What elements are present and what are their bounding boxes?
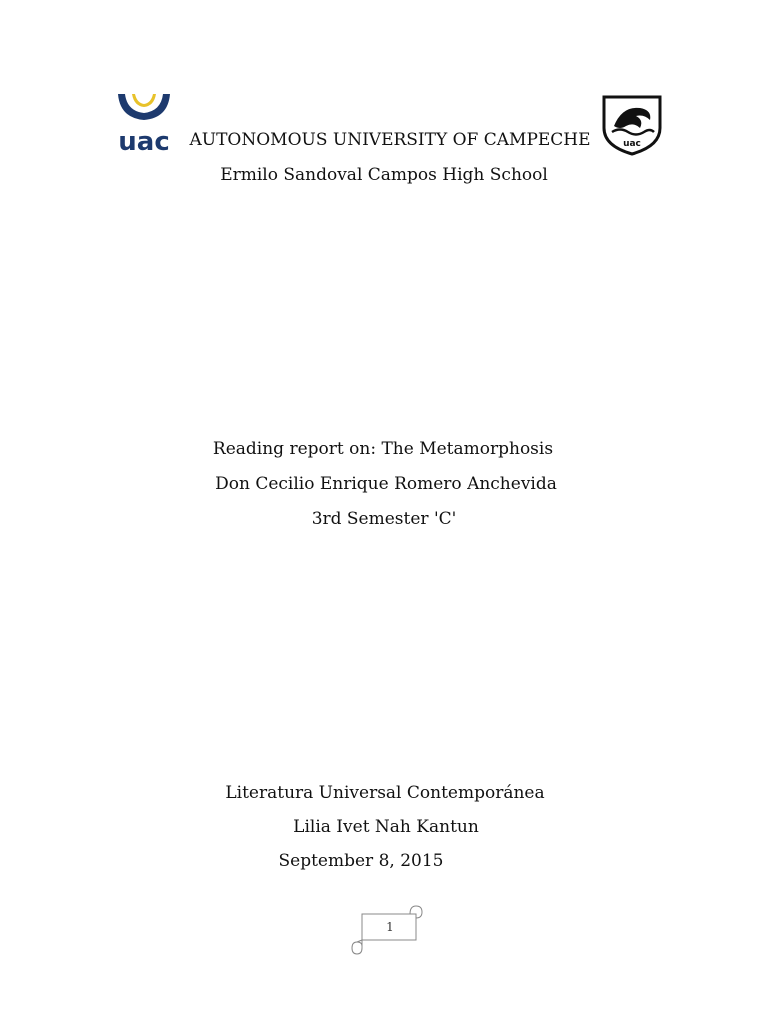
university-title: AUTONOMOUS UNIVERSITY OF CAMPECHE	[189, 130, 591, 150]
uac-logo-wordmark: uac	[118, 127, 170, 154]
student-name: Lilia Ivet Nah Kantun	[293, 817, 479, 837]
teacher-name: Don Cecilio Enrique Romero Anchevida	[215, 474, 557, 494]
page-number: 1	[386, 920, 394, 934]
uac-logo-arc-yellow	[132, 94, 156, 107]
semester-label: 3rd Semester 'C'	[311, 509, 457, 529]
school-name: Ermilo Sandoval Campos High School	[220, 165, 548, 185]
course-name: Literatura Universal Contemporánea	[225, 783, 545, 803]
shield-wordmark: uac	[623, 139, 641, 149]
document-date: September 8, 2015	[278, 851, 444, 871]
report-title: Reading report on: The Metamorphosis	[212, 439, 554, 459]
